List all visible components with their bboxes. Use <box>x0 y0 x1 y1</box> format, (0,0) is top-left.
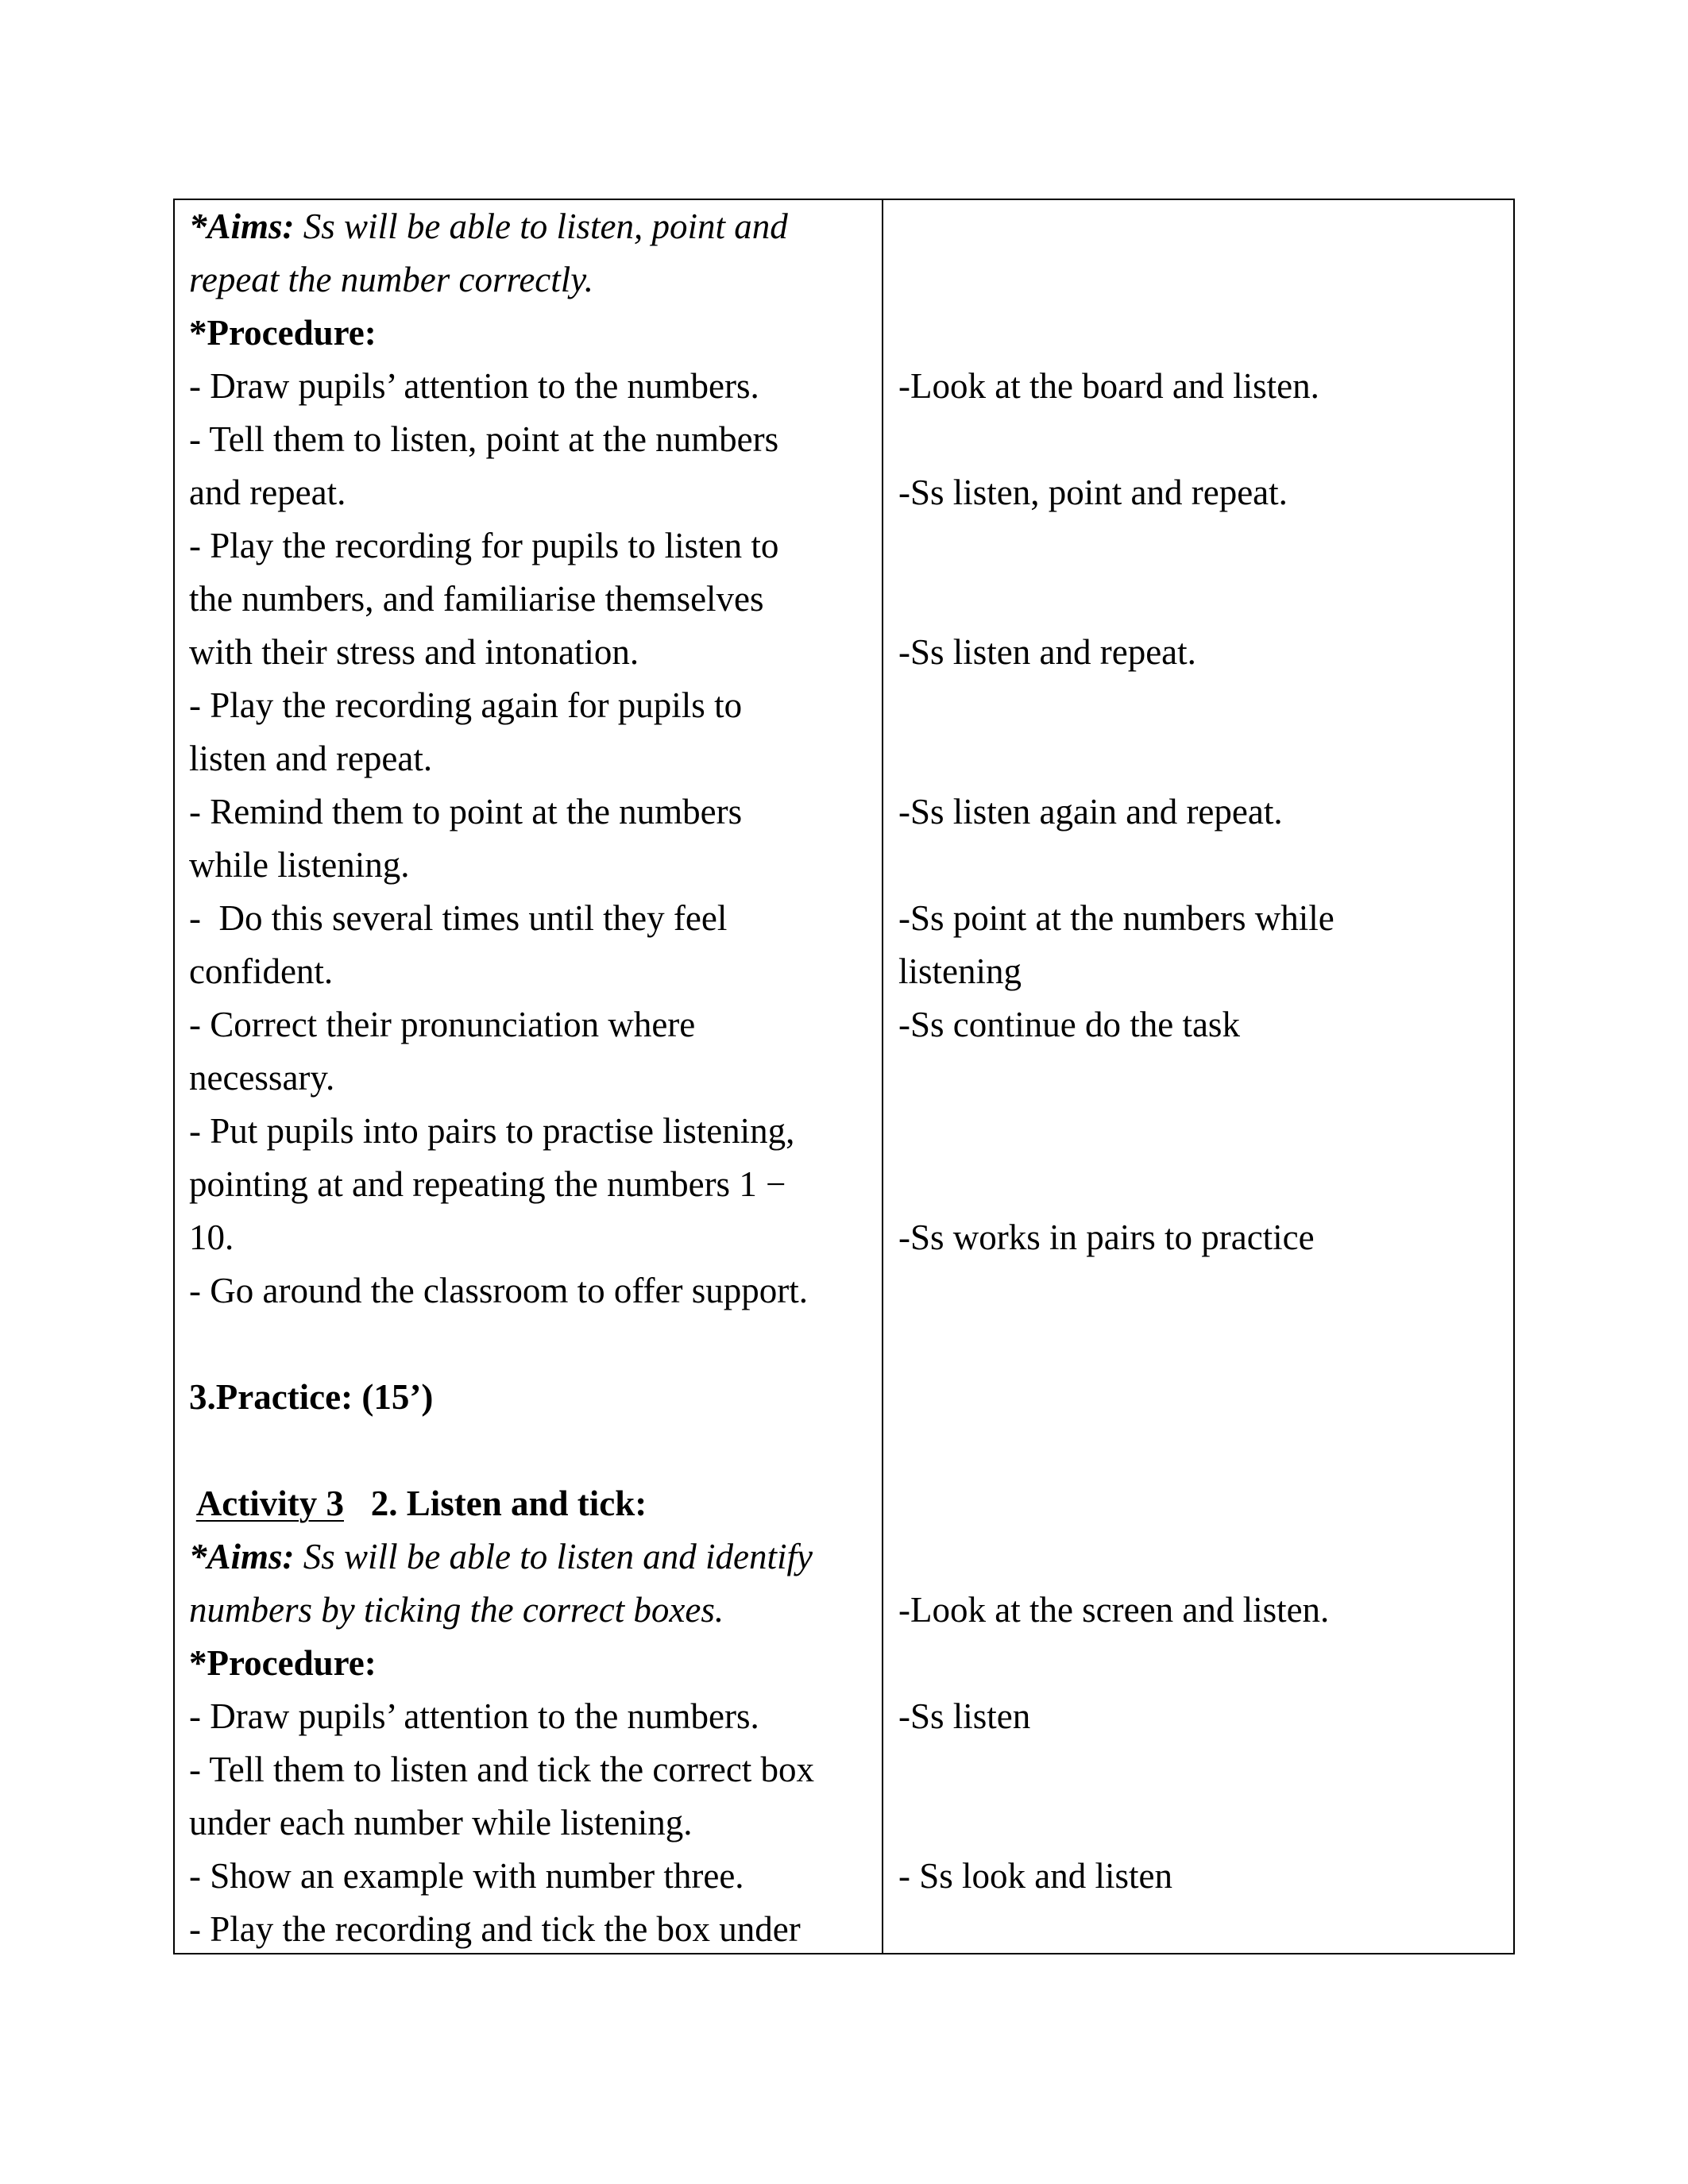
practice-heading: 3.Practice: (15’) <box>189 1377 434 1417</box>
teacher-step: - Put pupils into pairs to practise listening, <box>189 1111 795 1151</box>
aims-line <box>189 200 788 253</box>
teacher-step: listen and repeat. <box>189 739 433 778</box>
procedure-label: *Procedure: <box>189 1643 377 1683</box>
aims-text-continued: repeat the number correctly. <box>189 260 594 299</box>
aims-label: *Aims: <box>189 206 295 246</box>
activity-title: 2. Listen and tick: <box>370 1484 647 1523</box>
aims-text: Ss will be able to listen and identify <box>294 1537 813 1576</box>
procedure-label: *Procedure: <box>189 313 377 353</box>
teacher-step: with their stress and intonation. <box>189 632 639 672</box>
aims-line <box>189 1530 813 1584</box>
teacher-step: - Tell them to listen, point at the numbers <box>189 419 779 459</box>
student-response: -Ss point at the numbers while <box>898 898 1335 938</box>
aims-text: Ss will be able to listen, point and <box>294 206 788 246</box>
student-response: -Ss listen <box>898 1696 1031 1736</box>
aims-label: *Aims: <box>189 1537 295 1576</box>
teacher-step: - Draw pupils’ attention to the numbers. <box>189 1696 759 1736</box>
student-response: -Ss continue do the task <box>898 1005 1240 1044</box>
teacher-step: - Correct their pronunciation where <box>189 1005 696 1044</box>
teacher-step: - Play the recording and tick the box under <box>189 1909 801 1949</box>
teacher-step: - Play the recording for pupils to listen to <box>189 526 779 565</box>
teacher-step: pointing at and repeating the numbers 1 − <box>189 1164 786 1204</box>
lesson-plan-table <box>173 199 1515 1954</box>
teacher-step: - Tell them to listen and tick the correct box <box>189 1750 815 1789</box>
student-response: -Ss listen again and repeat. <box>898 792 1283 832</box>
teacher-step: while listening. <box>189 845 410 885</box>
column-divider <box>882 200 883 1953</box>
aims-text-continued: numbers by ticking the correct boxes. <box>189 1590 724 1630</box>
teacher-step: - Show an example with number three. <box>189 1856 744 1896</box>
teacher-step: - Remind them to point at the numbers <box>189 792 743 832</box>
student-response: -Ss works in pairs to practice <box>898 1217 1315 1257</box>
student-response: - Ss look and listen <box>898 1856 1172 1896</box>
student-response: -Look at the screen and listen. <box>898 1590 1330 1630</box>
teacher-step: - Play the recording again for pupils to <box>189 685 743 725</box>
teacher-step: - Go around the classroom to offer support. <box>189 1271 808 1310</box>
student-response: -Ss listen, point and repeat. <box>898 473 1288 512</box>
teacher-step: - Do this several times until they feel <box>189 898 728 938</box>
teacher-step: necessary. <box>189 1058 335 1098</box>
student-response: -Ss listen and repeat. <box>898 632 1196 672</box>
teacher-step: 10. <box>189 1217 234 1257</box>
teacher-step: confident. <box>189 951 334 991</box>
student-response: listening <box>898 951 1022 991</box>
activity-heading <box>189 1477 647 1530</box>
student-response: -Look at the board and listen. <box>898 366 1319 406</box>
teacher-step: - Draw pupils’ attention to the numbers. <box>189 366 759 406</box>
teacher-step: under each number while listening. <box>189 1803 693 1843</box>
teacher-step: the numbers, and familiarise themselves <box>189 579 764 619</box>
teacher-step: and repeat. <box>189 473 346 512</box>
activity-label: Activity 3 <box>195 1484 344 1523</box>
